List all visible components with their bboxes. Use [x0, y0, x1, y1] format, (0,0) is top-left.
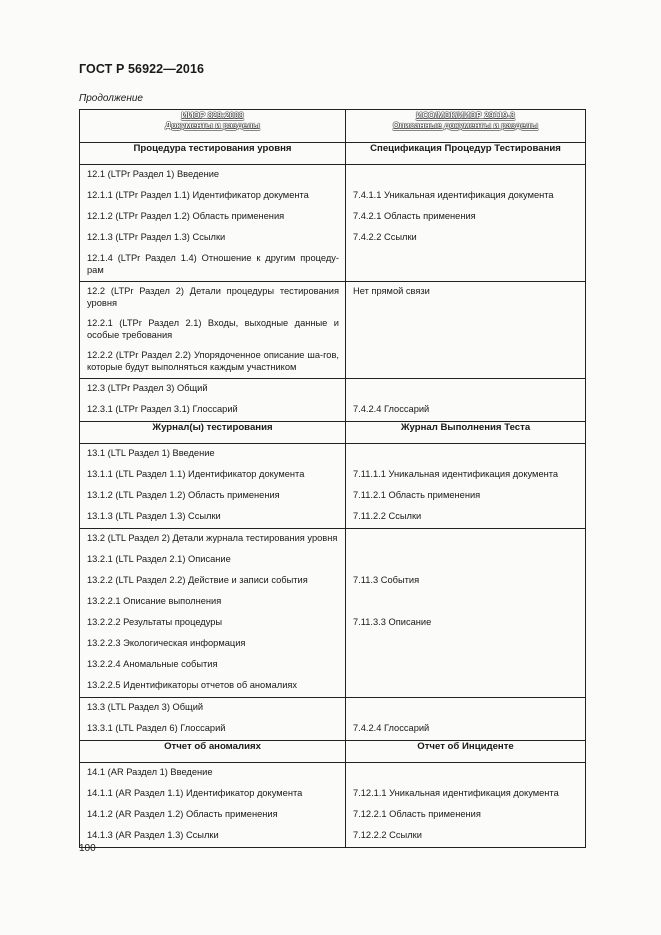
left-clause: 13.2.2.2 Результаты процедуры: [87, 617, 223, 627]
left-clause: 12.2.2 (LTPr Раздел 2.2) Упорядоченное описание ша-гов, которые будут выполняться каждым участником: [87, 350, 339, 372]
column-header-left-line1: ИИЭР 829:2008: [181, 110, 244, 120]
left-clause: 13.2.2.4 Аномальные события: [87, 659, 218, 669]
right-cell: [346, 529, 586, 698]
column-header-left: [80, 110, 346, 143]
left-clause: 13.2.2.5 Идентификаторы отчетов об аномалиях: [87, 680, 298, 690]
right-clause: [346, 314, 585, 346]
left-clause: 13.2.1 (LTL Раздел 2.1) Описание: [87, 554, 231, 564]
left-clause: 14.1.1 (AR Раздел 1.1) Идентификатор документа: [87, 788, 303, 798]
right-clause: 7.4.2.1 Область применения: [353, 211, 476, 221]
left-clause: 14.1 (AR Раздел 1) Введение: [87, 767, 213, 777]
left-cell: [80, 444, 346, 529]
right-clause: 7.12.2.1 Область применения: [353, 809, 481, 819]
right-clause: [346, 346, 585, 378]
right-clause: 7.12.1.1 Уникальная идентификация документа: [353, 788, 559, 798]
left-cell: [80, 282, 346, 379]
left-clause: 12.1.2 (LTPr Раздел 1.2) Область применения: [87, 211, 285, 221]
left-cell: [80, 379, 346, 422]
right-clause: [346, 249, 585, 281]
left-clause: 13.2.2.1 Описание выполнения: [87, 596, 222, 606]
section-title-left: Процедура тестирования уровня: [80, 143, 346, 165]
left-cell: [80, 529, 346, 698]
right-clause: Нет прямой связи: [353, 286, 430, 296]
right-clause: 7.4.2.4 Глоссарий: [353, 404, 430, 414]
right-clause: [346, 634, 585, 655]
table-row: [80, 282, 586, 379]
section-title-left: Отчет об аномалиях: [80, 741, 346, 763]
table-header-row: [80, 110, 586, 143]
document-title: ГОСТ Р 56922—2016: [79, 62, 205, 76]
right-clause: [346, 444, 585, 465]
right-clause: [346, 379, 585, 400]
section-title-left: Журнал(ы) тестирования: [80, 422, 346, 444]
column-header-right: [346, 110, 586, 143]
left-clause: 13.1.2 (LTL Раздел 1.2) Область применения: [87, 490, 280, 500]
right-cell: [346, 444, 586, 529]
left-clause: 13.2 (LTL Раздел 2) Детали журнала тестирования уровня: [87, 533, 338, 543]
continuation-label: Продолжение: [79, 93, 143, 104]
right-clause: 7.11.2.2 Ссылки: [353, 511, 422, 521]
column-header-right-line1: ИСО/МЭК/ИИЭР 29119-3: [416, 110, 515, 120]
mapping-table: [79, 109, 586, 848]
right-clause: 7.12.2.2 Ссылки: [353, 830, 422, 840]
right-cell: [346, 165, 586, 282]
right-clause: 7.11.2.1 Область применения: [353, 490, 481, 500]
left-cell: [80, 763, 346, 848]
table-row: [80, 529, 586, 698]
section-title-right: Отчет об Инциденте: [346, 741, 586, 763]
left-clause: 14.1.3 (AR Раздел 1.3) Ссылки: [87, 830, 219, 840]
column-header-right-line2: Описанные документы и разделы: [392, 120, 539, 130]
right-clause: [346, 592, 585, 613]
left-clause: 13.2.2.3 Экологическая информация: [87, 638, 246, 648]
left-cell: [80, 698, 346, 741]
left-clause: 13.3.1 (LTL Раздел 6) Глоссарий: [87, 723, 226, 733]
right-cell: [346, 763, 586, 848]
left-clause: 12.3.1 (LTPr Раздел 3.1) Глоссарий: [87, 404, 238, 414]
left-clause: 12.1 (LTPr Раздел 1) Введение: [87, 169, 220, 179]
table-row: [80, 165, 586, 282]
left-clause: 13.1 (LTL Раздел 1) Введение: [87, 448, 215, 458]
right-clause: 7.4.2.4 Глоссарий: [353, 723, 430, 733]
left-clause: 12.1.3 (LTPr Раздел 1.3) Ссылки: [87, 232, 226, 242]
table-row: [80, 444, 586, 529]
table-row: [80, 379, 586, 422]
section-header-row: [80, 422, 586, 444]
right-cell: [346, 698, 586, 741]
table-row: [80, 763, 586, 848]
section-header-row: [80, 741, 586, 763]
table-row: [80, 698, 586, 741]
right-cell: [346, 379, 586, 422]
page-number: 100: [79, 843, 96, 854]
column-header-left-line2: Документы и разделы: [165, 120, 260, 130]
right-clause: 7.4.2.2 Ссылки: [353, 232, 417, 242]
right-clause: [346, 698, 585, 719]
section-header-row: [80, 143, 586, 165]
right-clause: [346, 529, 585, 550]
left-clause: 12.2 (LTPr Раздел 2) Детали процедуры тестирования уровня: [87, 286, 339, 308]
right-clause: [346, 165, 585, 186]
left-clause: 12.3 (LTPr Раздел 3) Общий: [87, 383, 208, 393]
left-clause: 13.3 (LTL Раздел 3) Общий: [87, 702, 204, 712]
right-clause: [346, 655, 585, 676]
right-clause: 7.11.1.1 Уникальная идентификация документа: [353, 469, 559, 479]
left-clause: 14.1.2 (AR Раздел 1.2) Область применения: [87, 809, 278, 819]
left-clause: 13.1.1 (LTL Раздел 1.1) Идентификатор документа: [87, 469, 305, 479]
right-clause: [346, 550, 585, 571]
section-title-right: Спецификация Процедур Тестирования: [346, 143, 586, 165]
right-clause: [346, 676, 585, 697]
left-clause: 12.1.4 (LTPr Раздел 1.4) Отношение к другим процеду-рам: [87, 253, 339, 275]
section-title-right: Журнал Выполнения Теста: [346, 422, 586, 444]
left-clause: 13.2.2 (LTL Раздел 2.2) Действие и записи события: [87, 575, 308, 585]
left-clause: 13.1.3 (LTL Раздел 1.3) Ссылки: [87, 511, 221, 521]
left-clause: 12.2.1 (LTPr Раздел 2.1) Входы, выходные данные и особые требования: [87, 318, 339, 340]
right-clause: 7.11.3 События: [353, 575, 420, 585]
right-clause: 7.4.1.1 Уникальная идентификация документа: [353, 190, 554, 200]
right-clause: 7.11.3.3 Описание: [353, 617, 432, 627]
right-cell: [346, 282, 586, 379]
left-clause: 12.1.1 (LTPr Раздел 1.1) Идентификатор документа: [87, 190, 309, 200]
right-clause: [346, 763, 585, 784]
left-cell: [80, 165, 346, 282]
